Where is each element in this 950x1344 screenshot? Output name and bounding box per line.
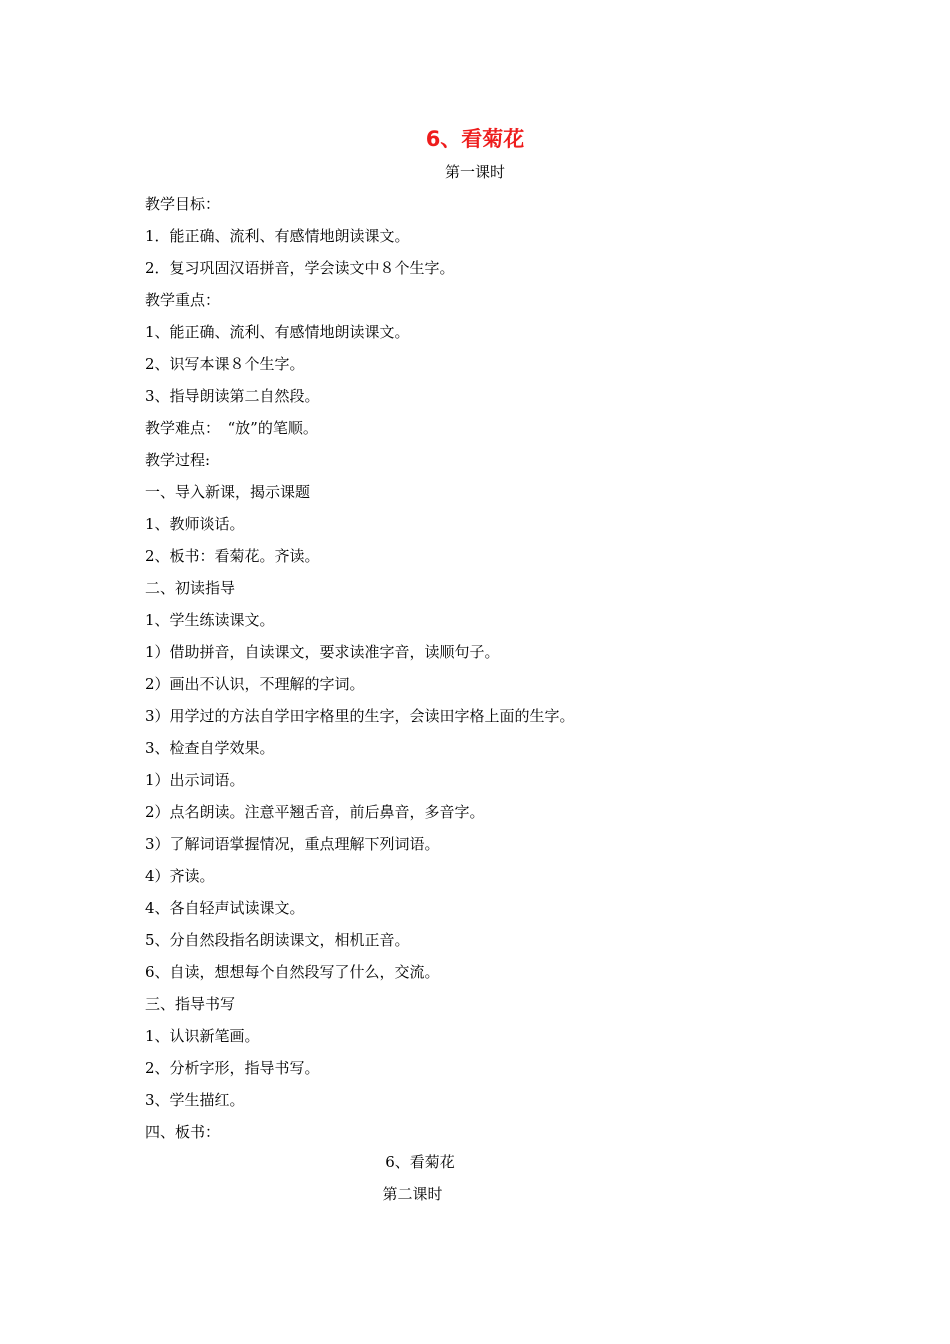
text-line: 6、自读，想想每个自然段写了什么，交流。 xyxy=(145,963,440,981)
text-line: 1）出示词语。 xyxy=(145,771,245,789)
text-line: 4、各自轻声试读课文。 xyxy=(145,899,305,917)
lesson-plan-body xyxy=(145,192,805,1152)
second-lesson-subtitle: 第二课时 xyxy=(382,1185,443,1203)
step-heading-board: 四、板书： xyxy=(145,1123,221,1141)
text-line: 1）借助拼音，自读课文，要求读准字音，读顺句子。 xyxy=(145,643,500,661)
step-heading-first-reading: 二、初读指导 xyxy=(145,579,236,597)
text-line: 1、能正确、流利、有感情地朗读课文。 xyxy=(145,323,410,341)
text-line: 3）了解词语掌握情况，重点理解下列词语。 xyxy=(145,835,440,853)
text-line: 2）点名朗读。注意平翘舌音，前后鼻音，多音字。 xyxy=(145,803,485,821)
text-line: 1．能正确、流利、有感情地朗读课文。 xyxy=(145,227,410,245)
section-heading-key-points: 教学重点： xyxy=(145,291,221,309)
text-line: 2）画出不认识，不理解的字词。 xyxy=(145,675,365,693)
step-heading-introduction: 一、导入新课，揭示课题 xyxy=(145,483,311,501)
document-title: 6、看菊花 xyxy=(425,127,525,151)
text-line: 3、检查自学效果。 xyxy=(145,739,275,757)
board-writing-title: 6、看菊花 xyxy=(385,1153,455,1171)
text-line: 2、识写本课８个生字。 xyxy=(145,355,305,373)
text-line: 1、学生练读课文。 xyxy=(145,611,275,629)
text-line: 3）用学过的方法自学田字格里的生字，会读田字格上面的生字。 xyxy=(145,707,575,725)
section-heading-objectives: 教学目标： xyxy=(145,195,221,213)
text-line: 3、指导朗读第二自然段。 xyxy=(145,387,320,405)
text-line: 2、分析字形，指导书写。 xyxy=(145,1059,320,1077)
text-line: 4）齐读。 xyxy=(145,867,215,885)
text-line: 3、学生描红。 xyxy=(145,1091,245,1109)
text-line: 2．复习巩固汉语拼音，学会读文中８个生字。 xyxy=(145,259,455,277)
step-heading-writing: 三、指导书写 xyxy=(145,995,236,1013)
text-line: 2、板书：看菊花。齐读。 xyxy=(145,547,320,565)
lesson-subtitle: 第一课时 xyxy=(444,163,505,181)
section-heading-difficulty: 教学难点： “放”的笔顺。 xyxy=(145,419,318,437)
section-heading-process: 教学过程: xyxy=(145,451,211,469)
text-line: 1、认识新笔画。 xyxy=(145,1027,260,1045)
text-line: 1、教师谈话。 xyxy=(145,515,245,533)
text-line: 5、分自然段指名朗读课文，相机正音。 xyxy=(145,931,410,949)
